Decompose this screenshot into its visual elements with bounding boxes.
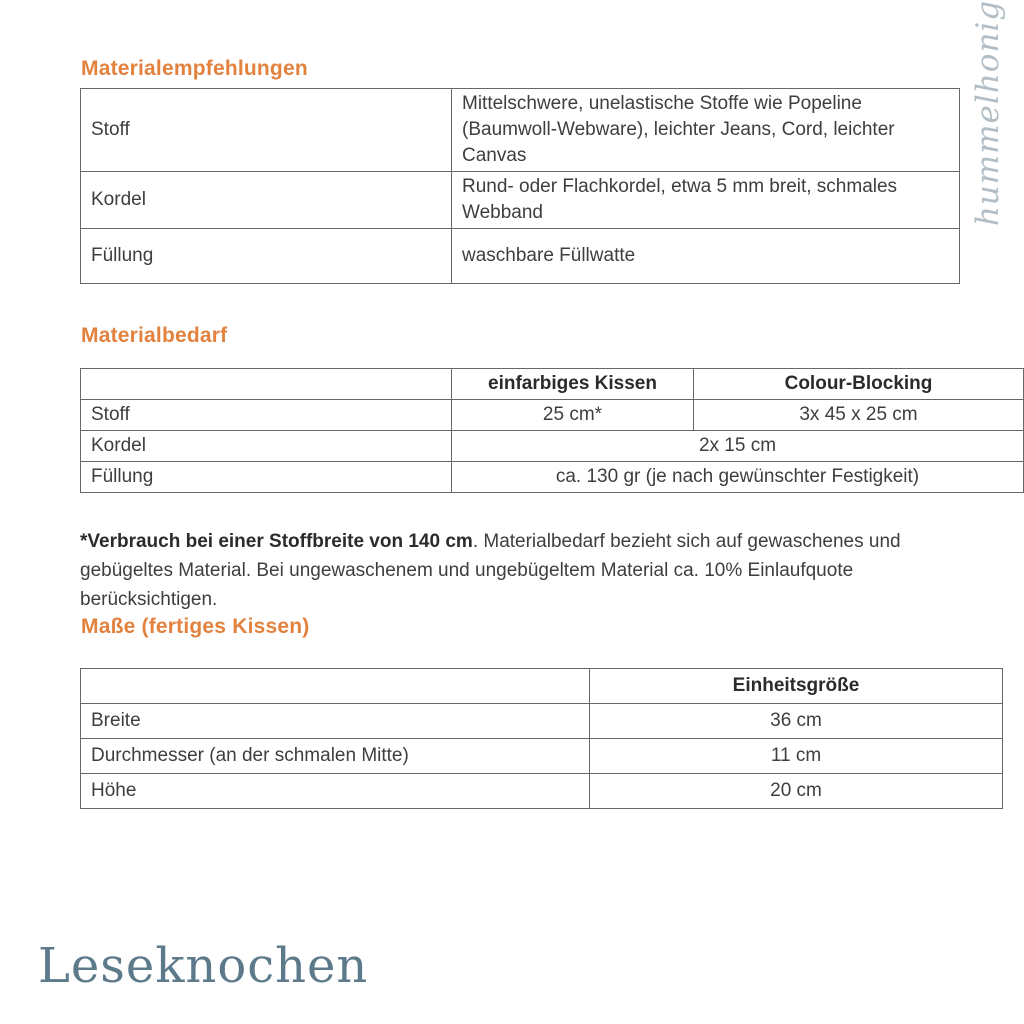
row-label-kordel: Kordel bbox=[81, 431, 452, 462]
column-header-one-size: Einheitsgröße bbox=[590, 669, 1003, 704]
page-title: Leseknochen bbox=[38, 938, 369, 994]
row-label-stoff: Stoff bbox=[81, 400, 452, 431]
table-row bbox=[81, 431, 1024, 462]
row-label-durchmesser: Durchmesser (an der schmalen Mitte) bbox=[81, 739, 590, 774]
row-value-fuellung: waschbare Füllwatte bbox=[452, 229, 960, 284]
material-requirements-table bbox=[80, 368, 1024, 493]
table-row bbox=[81, 462, 1024, 493]
section-heading-dimensions: Maße (fertiges Kissen) bbox=[81, 615, 310, 638]
brand-logo-hummelhonig: hummelhonig bbox=[970, 0, 1006, 227]
row-label-hoehe: Höhe bbox=[81, 774, 590, 809]
table-header-row bbox=[81, 669, 1003, 704]
fabric-width-footnote bbox=[80, 527, 964, 614]
table-row bbox=[81, 89, 960, 172]
table-row bbox=[81, 400, 1024, 431]
row-label-breite: Breite bbox=[81, 704, 590, 739]
section-heading-material-recommendations: Materialempfehlungen bbox=[81, 57, 308, 80]
row-label-kordel: Kordel bbox=[81, 172, 452, 229]
material-recommendations-table bbox=[80, 88, 960, 284]
row-label-stoff: Stoff bbox=[81, 89, 452, 172]
column-header-colour-blocking: Colour-Blocking bbox=[694, 369, 1024, 400]
table-row bbox=[81, 704, 1003, 739]
header-empty-cell bbox=[81, 669, 590, 704]
row-value-stoff: Mittelschwere, unelastische Stoffe wie Popeline (Baumwoll-Webware), leichter Jeans, Cord, leichter Canvas bbox=[452, 89, 960, 172]
footnote-bold-part: *Verbrauch bei einer Stoffbreite von 140 cm bbox=[80, 531, 473, 552]
row-value-durchmesser: 11 cm bbox=[590, 739, 1003, 774]
table-header-row bbox=[81, 369, 1024, 400]
finished-dimensions-table bbox=[80, 668, 1003, 809]
row-value-hoehe: 20 cm bbox=[590, 774, 1003, 809]
row-value-breite: 36 cm bbox=[590, 704, 1003, 739]
row-label-fuellung: Füllung bbox=[81, 462, 452, 493]
row-value-fuellung: ca. 130 gr (je nach gewünschter Festigkeit) bbox=[452, 462, 1024, 493]
header-empty-cell bbox=[81, 369, 452, 400]
table-row bbox=[81, 172, 960, 229]
section-heading-material-requirements: Materialbedarf bbox=[81, 324, 228, 347]
table-row bbox=[81, 774, 1003, 809]
row-value-kordel: 2x 15 cm bbox=[452, 431, 1024, 462]
row-value-stoff-plain: 25 cm* bbox=[452, 400, 694, 431]
table-row bbox=[81, 739, 1003, 774]
row-value-kordel: Rund- oder Flachkordel, etwa 5 mm breit, schmales Webband bbox=[452, 172, 960, 229]
row-label-fuellung: Füllung bbox=[81, 229, 452, 284]
footnote-regular-part: . Materialbedarf bezieht sich auf gewaschenes und gebügeltes Material. Bei ungewaschenem und ungebügeltem Material ca. 10% Einlaufquote berücksichtigen. bbox=[80, 531, 901, 610]
column-header-plain-pillow: einfarbiges Kissen bbox=[452, 369, 694, 400]
table-row bbox=[81, 229, 960, 284]
row-value-stoff-colourblocking: 3x 45 x 25 cm bbox=[694, 400, 1024, 431]
